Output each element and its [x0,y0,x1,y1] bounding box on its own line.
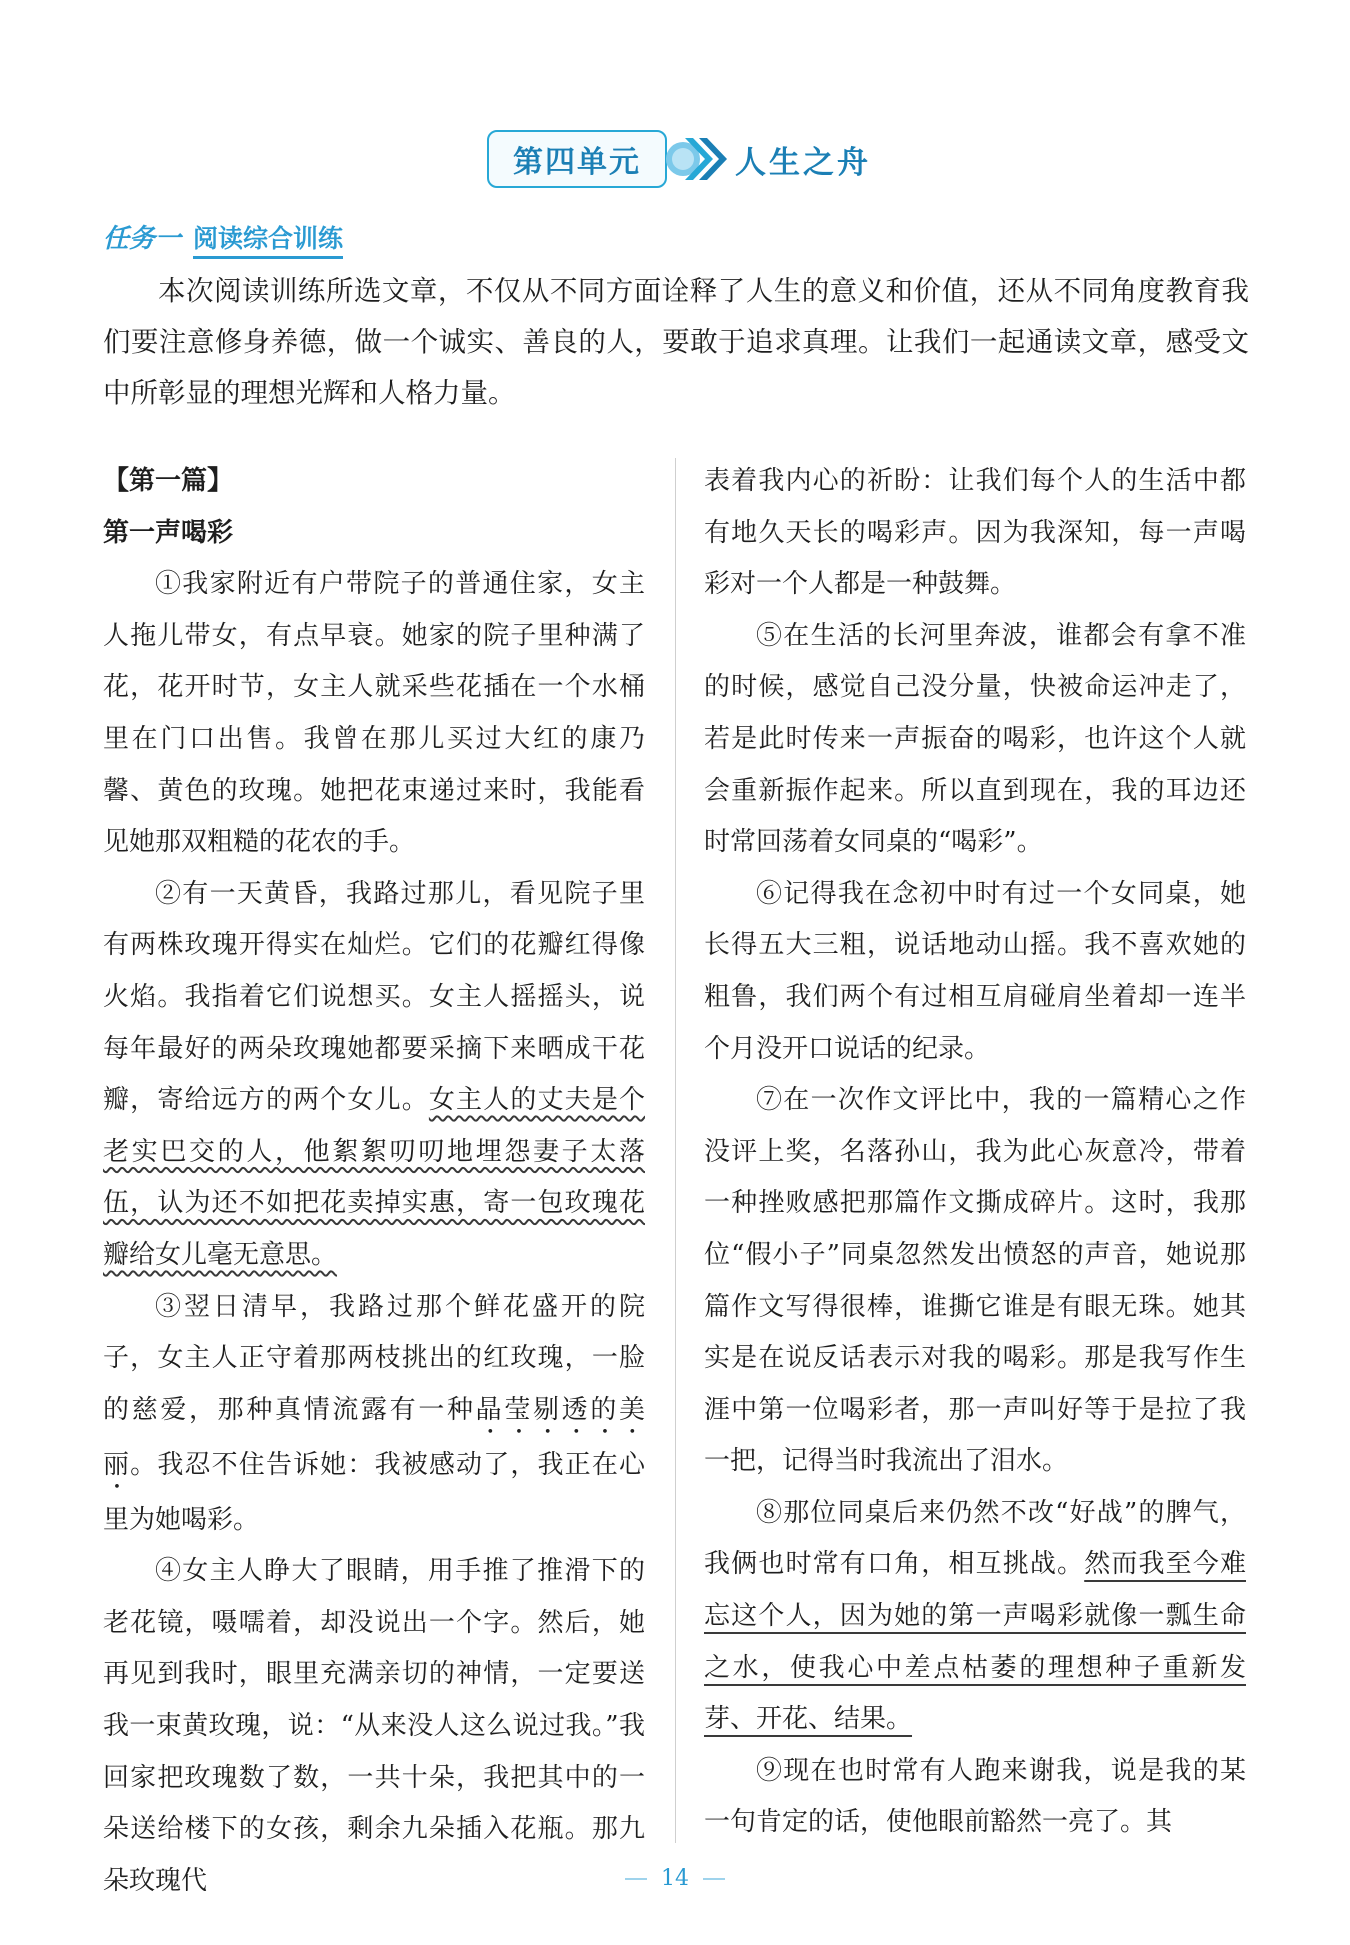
intro-paragraph: 本次阅读训练所选文章，不仅从不同方面诠释了人生的意义和价值，还从不同角度教育我们要注意修身养德，做一个诚实、善良的人，要敢于追求真理。让我们一起通读文章，感受文中所彰显的理想光辉和人格力量。 [103,275,1249,409]
paragraph-8-text: ⑧那位同桌后来仍然不改“好战”的脾气，我俩也时常有口角，相互挑战。 [704,1497,1246,1580]
article-title: 第一声喝彩 [103,517,234,548]
dotted-emphasis-text: 晶莹剔透的美丽 [103,1394,645,1480]
double-chevron-icon [663,130,733,188]
page-number-dash-right [703,1878,725,1880]
paragraph-2 [103,869,645,1282]
task-name: 阅读综合训练 [193,219,343,259]
unit-banner [487,130,871,188]
task-header [103,218,343,259]
paragraph-4-continued: 表着我内心的祈盼：让我们每个人的生活中都有地久天长的喝彩声。因为我深知，每一声喝彩对一个人都是一种鼓舞。 [704,466,1246,600]
paragraph-8 [704,1488,1246,1746]
paragraph-5: ⑤在生活的长河里奔波，谁都会有拿不准的时候，感觉自己没分量，快被命运冲走了，若是此时传来一声振奋的喝彩，也许这个人就会重新振作起来。所以直到现在，我的耳边还时常回荡着女同桌的“喝彩”。 [704,620,1246,858]
paragraph-6: ⑥记得我在念初中时有过一个女同桌，她长得五大三粗，说话地动山摇。我不喜欢她的粗鲁，我们两个有过相互肩碰肩坐着却一连半个月没开口说话的纪录。 [704,878,1246,1064]
section-label: 【第一篇】 [103,466,234,496]
right-column [704,456,1246,1849]
page-number-dash-left [625,1878,647,1880]
paragraph-3 [103,1282,645,1547]
unit-label: 第四单元 [487,130,667,188]
paragraph-2-text: ②有一天黄昏，我路过那儿，看见院子里有两株玫瑰开得实在灿烂。它们的花瓣红得像火焰。我指着它们说想买。女主人摇摇头，说每年最好的两朵玫瑰她都要采摘下来晒成干花瓣，寄给远方的两个女儿。 [103,878,645,1116]
paragraph-3-text-a: ③翌日清早，我路过那个鲜花盛开的院子，女主人正守着那两枝挑出的红玫瑰，一脸的慈爱，那种真情流露有一种 [103,1291,645,1425]
unit-title: 人生之舟 [735,144,871,181]
page-number-text: 14 [661,1866,689,1891]
wavy-underlined-text: 女主人的丈夫是个老实巴交的人，他絮絮叨叨地埋怨妻子太落伍，认为还不如把花卖掉实惠，寄一包玫瑰花瓣给女儿毫无意思。 [103,1085,645,1270]
paragraph-9: ⑨现在也时常有人跑来谢我，说是我的某一句肯定的话，使他眼前豁然一亮了。其 [704,1755,1246,1838]
paragraph-1: ①我家附近有户带院子的普通住家，女主人拖儿带女，有点早衰。她家的院子里种满了花，花开时节，女主人就采些花插在一个水桶里在门口出售。我曾在那儿买过大红的康乃馨、黄色的玫瑰。她把花束递过来时，我能看见她那双粗糙的花农的手。 [103,569,645,858]
paragraph-3-text-c: 。我忍不住告诉她：我被感动了，我正在心里为她喝彩。 [103,1449,645,1535]
paragraph-4: ④女主人睁大了眼睛，用手推了推滑下的老花镜，嗫嚅着，却没说出一个字。然后，她再见到我时，眼里充满亲切的神情，一定要送我一束黄玫瑰，说：“从来没人这么说过我。”我回家把玫瑰数了数，一共十朵，我把其中的一朵送给楼下的女孩，剩余九朵插入花瓶。那九朵玫瑰代 [103,1556,645,1896]
left-column [103,456,645,1907]
page-number [0,1866,1350,1891]
task-label: 任务一 [103,224,182,254]
paragraph-7: ⑦在一次作文评比中，我的一篇精心之作没评上奖，名落孙山，我为此心灰意冷，带着一种挫败感把那篇作文撕成碎片。这时，我那位“假小子”同桌忽然发出愤怒的声音，她说那篇作文写得很棒，谁撕它谁是有眼无珠。她其实是在说反话表示对我的喝彩。那是我写作生涯中第一位喝彩者，那一声叫好等于是拉了我一把，记得当时我流出了泪水。 [704,1085,1246,1477]
column-divider [675,458,676,1843]
underlined-text: 然而我至今难忘这个人，因为她的第一声喝彩就像一瓢生命之水，使我心中差点枯萎的理想种子重新发芽、开花、结果。 [704,1549,1246,1735]
